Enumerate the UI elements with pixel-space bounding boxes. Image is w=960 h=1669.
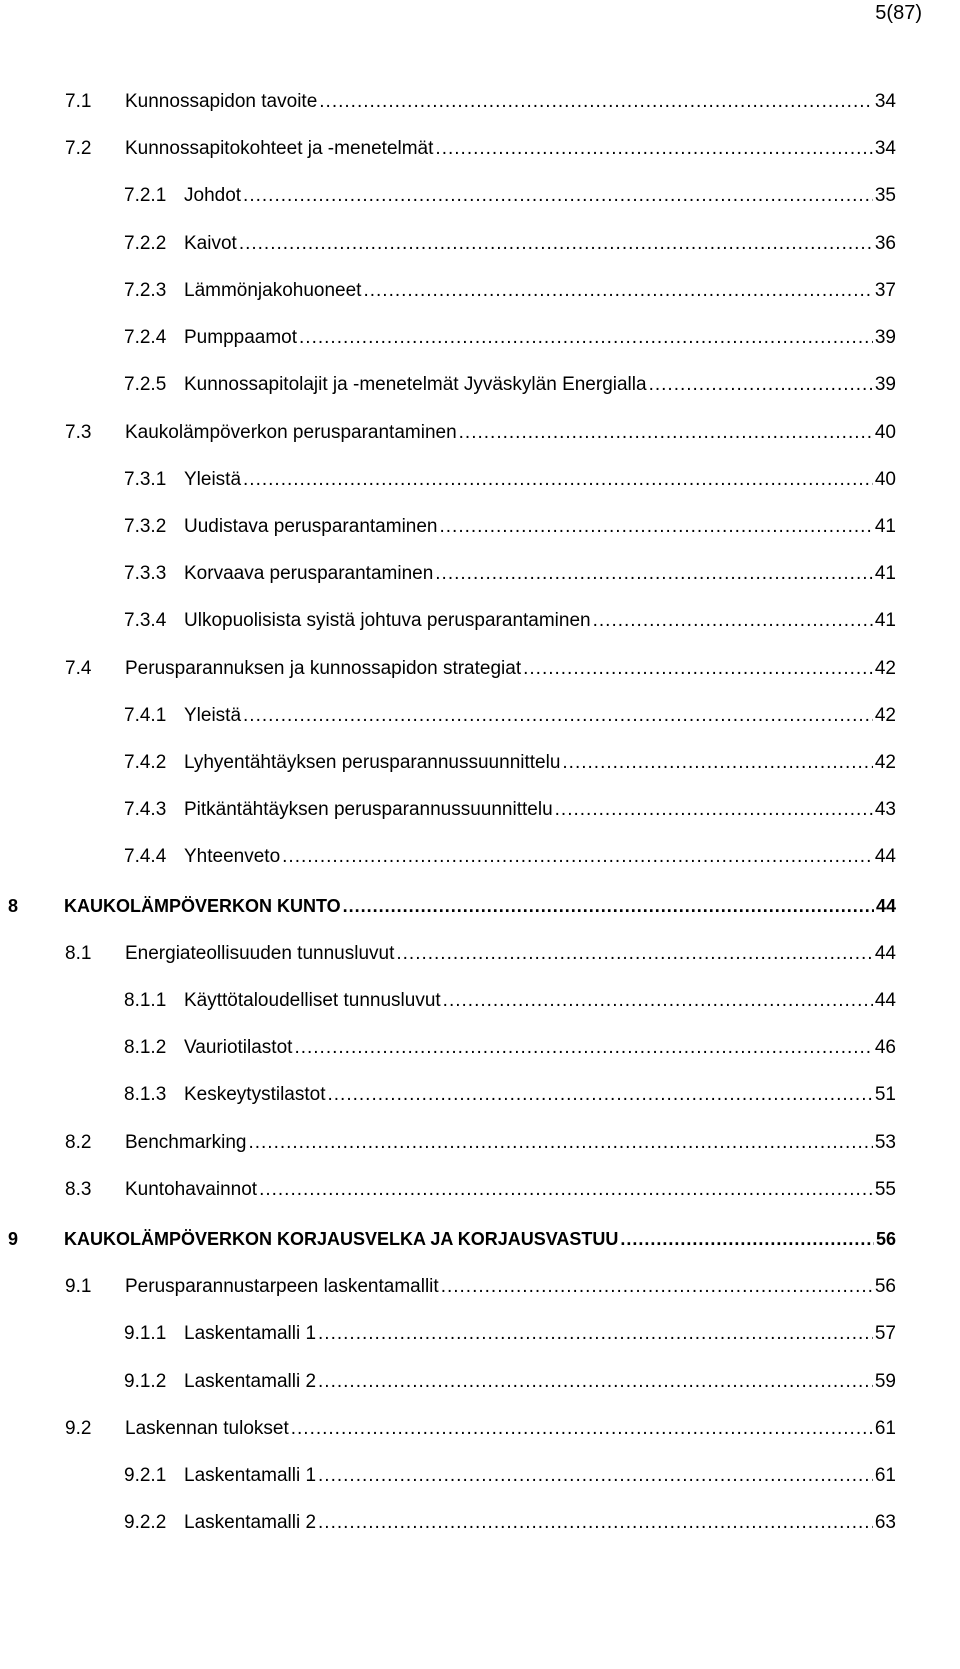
toc-dot-leader: [243, 185, 873, 207]
toc-entry-page: 39: [874, 327, 896, 348]
toc-dot-leader: [259, 1179, 873, 1201]
toc-entry-page: 59: [874, 1371, 896, 1392]
toc-entry[interactable]: [65, 138, 896, 164]
toc-entry-page: 57: [874, 1323, 896, 1344]
toc-entry-page: 34: [874, 91, 896, 112]
toc-entry[interactable]: [65, 943, 896, 969]
toc-dot-leader: [593, 610, 873, 632]
toc-entry-title: Laskentamalli 1: [184, 1465, 317, 1486]
toc-entry-number: 9.2.2: [124, 1512, 167, 1533]
toc-entry-title: Kuntohavainnot: [125, 1179, 258, 1200]
toc-entry-title: KAUKOLÄMPÖVERKON KUNTO: [64, 896, 341, 916]
toc-entry-title: Yhteenveto: [184, 846, 281, 867]
toc-entry[interactable]: [124, 1037, 896, 1063]
toc-entry-page: 41: [874, 610, 896, 631]
toc-entry-title: Laskentamalli 1: [184, 1323, 317, 1344]
toc-dot-leader: [318, 1371, 873, 1393]
toc-entry[interactable]: [65, 1276, 896, 1302]
toc-entry-page: 40: [874, 422, 896, 443]
toc-entry-page: 56: [875, 1229, 896, 1249]
toc-entry-page: 42: [874, 705, 896, 726]
toc-entry[interactable]: [124, 1323, 896, 1349]
toc-entry-number: 7.3: [65, 422, 92, 443]
toc-entry-title: Laskennan tulokset: [125, 1418, 289, 1439]
page-number: 5(87): [875, 2, 922, 24]
toc-entry-page: 40: [874, 469, 896, 490]
toc-entry-title: KAUKOLÄMPÖVERKON KORJAUSVELKA JA KORJAUSVASTUU: [64, 1229, 619, 1249]
toc-dot-leader: [396, 943, 873, 965]
toc-dot-leader: [328, 1084, 873, 1106]
toc-dot-leader: [620, 1229, 874, 1250]
toc-entry[interactable]: [124, 752, 896, 778]
toc-dot-leader: [239, 233, 873, 255]
toc-dot-leader: [299, 327, 873, 349]
toc-entry[interactable]: [124, 1084, 896, 1110]
toc-entry-page: 42: [874, 658, 896, 679]
toc-entry-title: Kaivot: [184, 233, 237, 254]
toc-entry[interactable]: [124, 280, 896, 306]
toc-entry[interactable]: [124, 1465, 896, 1491]
toc-entry-page: 39: [874, 374, 896, 395]
toc-entry-number: 7.2: [65, 138, 92, 159]
toc-entry-title: Perusparannuksen ja kunnossapidon strategiat: [125, 658, 522, 679]
toc-entry-number: 9.1.1: [124, 1323, 167, 1344]
toc-entry[interactable]: [65, 1132, 896, 1158]
toc-dot-leader: [282, 846, 873, 868]
toc-entry[interactable]: [124, 1512, 896, 1538]
toc-dot-leader: [243, 469, 873, 491]
toc-entry-title: Energiateollisuuden tunnusluvut: [125, 943, 395, 964]
toc-entry-title: Pumppaamot: [184, 327, 298, 348]
toc-entry-page: 46: [874, 1037, 896, 1058]
toc-entry-number: 7.1: [65, 91, 92, 112]
toc-entry[interactable]: [124, 374, 896, 400]
toc-entry-title: Kunnossapidon tavoite: [125, 91, 318, 112]
toc-entry-page: 37: [874, 280, 896, 301]
toc-entry-number: 8.3: [65, 1179, 92, 1200]
toc-entry[interactable]: [124, 610, 896, 636]
toc-entry[interactable]: [65, 91, 896, 117]
toc-entry-number: 8.1.1: [124, 990, 167, 1011]
toc-entry[interactable]: [65, 658, 896, 684]
toc-entry-title: Kunnossapitokohteet ja -menetelmät: [125, 138, 434, 159]
toc-dot-leader: [291, 1418, 873, 1440]
toc-entry-number: 7.3.4: [124, 610, 167, 631]
toc-entry-number: 7.4.2: [124, 752, 167, 773]
toc-entry-title: Benchmarking: [125, 1132, 247, 1153]
toc-dot-leader: [248, 1132, 872, 1154]
toc-dot-leader: [318, 1323, 873, 1345]
toc-entry-page: 43: [874, 799, 896, 820]
toc-entry-number: 7.2.1: [124, 185, 167, 206]
toc-entry-number: 7.3.3: [124, 563, 167, 584]
toc-entry-title: Kaukolämpöverkon perusparantaminen: [125, 422, 457, 443]
toc-dot-leader: [523, 658, 873, 680]
toc-entry-page: 44: [874, 846, 896, 867]
toc-dot-leader: [319, 91, 873, 113]
toc-entry[interactable]: [124, 516, 896, 542]
toc-dot-leader: [649, 374, 873, 396]
toc-dot-leader: [294, 1037, 872, 1059]
toc-dot-leader: [555, 799, 873, 821]
toc-dot-leader: [443, 990, 873, 1012]
toc-dot-leader: [243, 705, 873, 727]
toc-entry-number: 7.2.5: [124, 374, 167, 395]
toc-entry[interactable]: [124, 469, 896, 495]
toc-entry-page: 56: [874, 1276, 896, 1297]
toc-entry-title: Pitkäntähtäyksen perusparannussuunnittelu: [184, 799, 553, 820]
toc-entry[interactable]: [65, 1179, 896, 1205]
toc-dot-leader: [441, 1276, 873, 1298]
toc-dot-leader: [318, 1512, 873, 1534]
toc-entry-page: 55: [874, 1179, 896, 1200]
toc-entry[interactable]: [124, 990, 896, 1016]
toc-entry-number: 9: [8, 1229, 19, 1249]
toc-entry-page: 34: [874, 138, 896, 159]
toc-entry[interactable]: [124, 705, 896, 731]
toc-entry-title: Uudistava perusparantaminen: [184, 516, 438, 537]
toc-entry-number: 7.4.3: [124, 799, 167, 820]
toc-dot-leader: [562, 752, 872, 774]
toc-entry[interactable]: [124, 327, 896, 353]
toc-entry-page: 61: [874, 1465, 896, 1486]
toc-entry-number: 7.4.4: [124, 846, 167, 867]
toc-entry-title: Yleistä: [184, 469, 242, 490]
toc-entry-number: 8.1.2: [124, 1037, 167, 1058]
toc-entry-title: Kunnossapitolajit ja -menetelmät Jyväskylän Energialla: [184, 374, 647, 395]
toc-dot-leader: [440, 516, 873, 538]
toc-entry-number: 7.3.1: [124, 469, 167, 490]
toc-entry-number: 7.2.3: [124, 280, 167, 301]
toc-entry-number: 7.3.2: [124, 516, 167, 537]
toc-entry-title: Laskentamalli 2: [184, 1371, 317, 1392]
toc-entry-title: Laskentamalli 2: [184, 1512, 317, 1533]
toc-entry-page: 44: [874, 990, 896, 1011]
toc-entry-page: 44: [874, 943, 896, 964]
toc-entry[interactable]: [124, 846, 896, 872]
toc-entry-title: Ulkopuolisista syistä johtuva perusparantaminen: [184, 610, 591, 631]
toc-entry-number: 9.2.1: [124, 1465, 167, 1486]
toc-entry[interactable]: [124, 185, 896, 211]
toc-entry-page: 63: [874, 1512, 896, 1533]
toc-entry-number: 9.2: [65, 1418, 92, 1439]
toc-entry[interactable]: [8, 1229, 896, 1255]
toc-entry-number: 7.4: [65, 658, 92, 679]
toc-entry-page: 41: [874, 516, 896, 537]
toc-dot-leader: [363, 280, 872, 302]
toc-entry-number: 7.4.1: [124, 705, 167, 726]
toc-entry-title: Käyttötaloudelliset tunnusluvut: [184, 990, 441, 1011]
toc-entry[interactable]: [124, 563, 896, 589]
toc-entry-number: 9.1: [65, 1276, 92, 1297]
toc-entry-title: Perusparannustarpeen laskentamallit: [125, 1276, 439, 1297]
toc-entry-number: 7.2.2: [124, 233, 167, 254]
toc-entry[interactable]: [124, 233, 896, 259]
toc-dot-leader: [435, 138, 872, 160]
toc-entry[interactable]: [124, 799, 896, 825]
toc-entry-title: Keskeytystilastot: [184, 1084, 326, 1105]
toc-entry-number: 7.2.4: [124, 327, 167, 348]
toc-entry-title: Lämmönjakohuoneet: [184, 280, 362, 301]
toc-dot-leader: [459, 422, 873, 444]
toc-entry-title: Lyhyentähtäyksen perusparannussuunnittelu: [184, 752, 561, 773]
toc-dot-leader: [318, 1465, 873, 1487]
toc-dot-leader: [343, 896, 874, 917]
toc-entry-page: 41: [874, 563, 896, 584]
toc-entry[interactable]: [8, 896, 896, 922]
toc-entry-title: Vauriotilastot: [184, 1037, 293, 1058]
toc-entry-page: 44: [875, 896, 896, 916]
toc-entry-page: 53: [874, 1132, 896, 1153]
toc-entry-number: 8.2: [65, 1132, 92, 1153]
toc-entry-number: 8.1: [65, 943, 92, 964]
toc-entry-title: Korvaava perusparantaminen: [184, 563, 434, 584]
toc-entry-number: 8: [8, 896, 19, 916]
toc-entry[interactable]: [124, 1371, 896, 1397]
toc-entry-page: 36: [874, 233, 896, 254]
toc-entry-number: 8.1.3: [124, 1084, 167, 1105]
toc-entry-page: 35: [874, 185, 896, 206]
toc-entry-number: 9.1.2: [124, 1371, 167, 1392]
toc-entry[interactable]: [65, 422, 896, 448]
toc-entry[interactable]: [65, 1418, 896, 1444]
toc-entry-title: Johdot: [184, 185, 242, 206]
toc-entry-title: Yleistä: [184, 705, 242, 726]
toc-dot-leader: [435, 563, 873, 585]
toc-entry-page: 51: [874, 1084, 896, 1105]
toc-entry-page: 61: [874, 1418, 896, 1439]
toc-entry-page: 42: [874, 752, 896, 773]
